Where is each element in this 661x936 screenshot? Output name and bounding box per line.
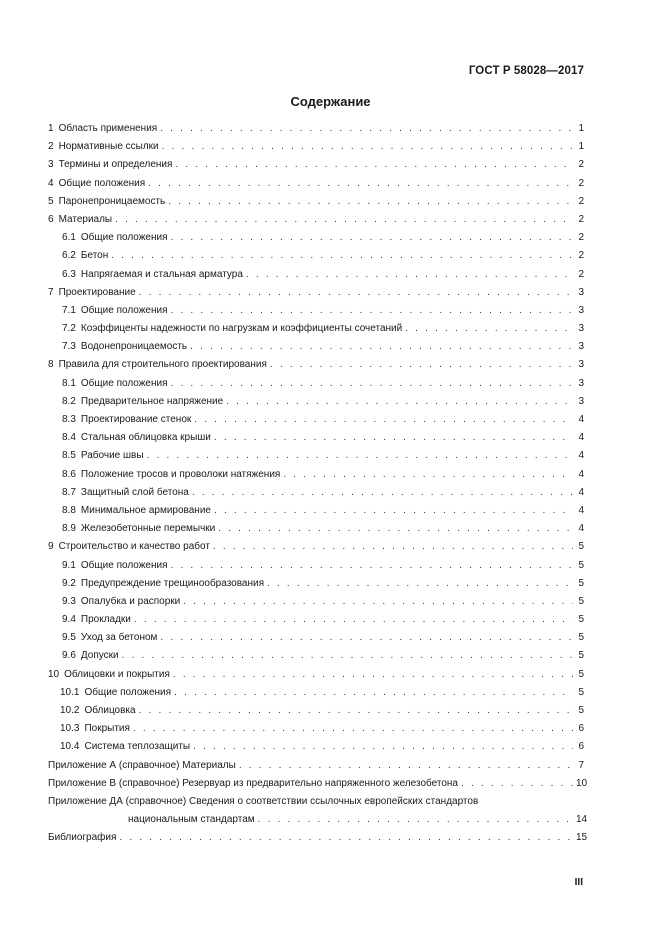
toc-entry[interactable] [48, 393, 584, 411]
toc-title: Содержание [290, 94, 371, 109]
toc-leader-dots [168, 193, 573, 211]
toc-leader-dots [190, 338, 573, 356]
toc-entry-page: 5 [578, 705, 584, 716]
toc-leader-dots [214, 502, 573, 520]
toc-entry[interactable] [48, 247, 584, 265]
toc-entry-text: Система теплозащиты [84, 741, 191, 753]
toc-entry-number: 5 [48, 195, 54, 207]
toc-entry-text: Общие положения [84, 686, 172, 698]
toc-leader-dots [162, 138, 573, 156]
toc-leader-dots [148, 175, 573, 193]
toc-leader-dots [160, 629, 573, 647]
toc-entry-page: 4 [578, 504, 584, 516]
toc-entry-text: Паронепроницаемость [58, 195, 166, 207]
toc-entry-number: 9 [48, 541, 54, 553]
toc-entry-page: 5 [578, 559, 584, 571]
toc-entry-text: Приложение В (справочное) Резервуар из предварительно напряженного железобетона [48, 777, 458, 789]
toc-entry-number: 8.5 [62, 450, 76, 462]
toc-leader-dots [213, 538, 573, 556]
toc-entry-page: 14 [576, 814, 588, 826]
toc-entry-page: 4 [578, 468, 584, 480]
toc-entry-text: Предварительное напряжение [80, 395, 224, 407]
toc-entry-number: 1 [48, 123, 54, 134]
toc-entry-text: Напрягаемая и стальная арматура [80, 268, 243, 280]
toc-entry-text: Правила для строительного проектирования [58, 359, 267, 371]
toc-entry-text: Бетон [80, 250, 109, 262]
toc-entry-page: 4 [578, 432, 584, 444]
toc-entry-number: 9.2 [62, 577, 76, 589]
toc-entry-text: Минимальное армирование [80, 504, 211, 516]
toc-entry-page: 7 [578, 759, 584, 771]
toc-entry-text: Коэффиценты надежности по нагрузкам и коэффициенты сочетаний [80, 323, 403, 335]
toc-entry[interactable] [48, 193, 584, 211]
toc-entry[interactable] [48, 175, 584, 193]
toc-entry-text: Рабочие швы [80, 450, 144, 462]
toc-leader-dots [122, 647, 573, 665]
toc-leader-dots [283, 466, 573, 484]
toc-entry-text: Защитный слой бетона [80, 486, 189, 498]
toc-entry-text: Облицовки и покрытия [64, 668, 170, 680]
toc-leader-dots [193, 738, 573, 756]
toc-entry-page: 2 [578, 232, 584, 244]
toc-entry-appendix-da-cont[interactable] [48, 811, 588, 829]
toc-entry-page: 4 [578, 414, 584, 425]
toc-leader-dots [119, 829, 573, 847]
toc-entry-number: 6 [48, 213, 54, 225]
toc-entry-number: 6.1 [62, 232, 76, 244]
toc-entry-number: 10.3 [60, 723, 80, 735]
toc-entry-number: 8.3 [62, 414, 76, 425]
toc-entry-page: 3 [578, 341, 584, 353]
toc-entry-number: 9.3 [62, 595, 76, 607]
toc-entry-number: 10.4 [60, 741, 80, 753]
toc-entry[interactable] [48, 484, 584, 502]
toc-entry-page: 3 [578, 395, 584, 407]
toc-entry-page: 5 [578, 650, 584, 662]
toc-entry-number: 8.7 [62, 486, 76, 498]
toc-entry-text: Термины и определения [58, 159, 173, 171]
toc-entry[interactable] [48, 520, 584, 538]
toc-entry-number: 9.1 [62, 559, 76, 571]
toc-leader-dots [192, 484, 573, 502]
toc-entry-text: Приложение А (справочное) Материалы [48, 759, 236, 771]
toc-entry-page: 6 [578, 741, 584, 753]
toc-entry-number: 9.5 [62, 632, 76, 644]
toc-entry-page: 4 [578, 486, 584, 498]
document-code: ГОСТ Р 58028—2017 [468, 65, 584, 77]
toc-entry-number: 8.1 [62, 377, 76, 389]
toc-entry-text: Общие положения [58, 177, 146, 189]
toc-entry[interactable] [48, 466, 584, 484]
toc-entry-text: Покрытия [84, 723, 130, 735]
toc-entry-text: Нормативные ссылки [58, 141, 159, 153]
toc-entry-page: 1 [578, 123, 584, 134]
toc-leader-dots [173, 666, 573, 684]
toc-leader-dots [171, 302, 574, 320]
toc-entry-page: 15 [576, 832, 588, 844]
toc-entry[interactable] [48, 338, 584, 356]
toc-entry[interactable] [48, 411, 584, 429]
toc-leader-dots [239, 757, 573, 775]
toc-entry-text: Водонепроницаемость [80, 341, 188, 353]
toc-entry-text: национальным стандартам [128, 814, 255, 826]
toc-entry[interactable] [48, 575, 584, 593]
toc-entry-text: Прокладки [80, 614, 131, 626]
toc-entry[interactable] [48, 320, 584, 338]
toc-entry-text: Проектирование стенок [80, 414, 192, 425]
toc-leader-dots [246, 266, 573, 284]
toc-entry-text: Предупреждение трещинообразования [80, 577, 265, 589]
toc-entry-page: 5 [578, 541, 584, 553]
toc-entry-text: Стальная облицовка крыши [80, 432, 211, 444]
toc-entry-page: 3 [578, 359, 584, 371]
toc-leader-dots [214, 429, 573, 447]
toc-entry-page: 6 [578, 723, 584, 735]
toc-leader-dots [139, 702, 573, 720]
toc-entry-text: Железобетонные перемычки [80, 523, 216, 535]
toc-leader-dots [183, 593, 573, 611]
toc-entry[interactable] [48, 557, 584, 575]
toc-entry-page: 5 [578, 595, 584, 607]
toc-entry-text: Общие положения [80, 559, 168, 571]
toc-entry-page: 5 [578, 668, 584, 680]
toc-entry[interactable] [48, 284, 584, 302]
toc-entry-page: 5 [578, 632, 584, 644]
toc-entry-number: 7.2 [62, 323, 76, 335]
toc-entry[interactable] [48, 720, 584, 738]
toc-leader-dots [133, 720, 573, 738]
toc-entry[interactable] [48, 666, 584, 684]
toc-entry[interactable] [48, 156, 584, 174]
toc-entry[interactable] [48, 120, 584, 138]
toc-entry-page: 10 [576, 777, 588, 789]
toc-leader-dots [175, 156, 573, 174]
toc-entry-text: Облицовка [84, 705, 136, 716]
toc-entry[interactable] [48, 702, 584, 720]
toc-entry[interactable] [48, 684, 584, 702]
toc-entry-text: Библиография [48, 832, 117, 844]
toc-entry-page: 3 [578, 323, 584, 335]
toc-entry-page: 1 [578, 141, 584, 153]
toc-entry-page: 3 [578, 377, 584, 389]
toc-entry-page: 5 [578, 686, 584, 698]
toc-entry-number: 2 [48, 141, 54, 153]
toc-leader-dots [147, 447, 573, 465]
toc-entry-text: Строительство и качество работ [58, 541, 210, 553]
toc-entry-text: Область применения [58, 123, 158, 134]
toc-entry-page: 2 [578, 250, 584, 262]
toc-entry[interactable] [48, 138, 584, 156]
toc-entry-text: Общие положения [80, 377, 168, 389]
toc-entry-page: 3 [578, 304, 584, 316]
toc-entry[interactable] [48, 738, 584, 756]
toc-entry[interactable] [48, 375, 584, 393]
toc-entry-number: 10 [48, 668, 60, 680]
toc-leader-dots [194, 411, 573, 429]
toc-leader-dots [111, 247, 573, 265]
toc-entry-page: 3 [578, 286, 584, 298]
toc-entry-page: 4 [578, 523, 584, 535]
toc-entry-number: 8.9 [62, 523, 76, 535]
toc-leader-dots [139, 284, 573, 302]
toc-entry-text: Материалы [58, 213, 113, 225]
table-of-contents [48, 120, 588, 848]
page-number: III [574, 877, 583, 888]
toc-entry-page: 2 [578, 195, 584, 207]
toc-entry-number: 8.2 [62, 395, 76, 407]
toc-leader-dots [267, 575, 573, 593]
toc-entry[interactable] [48, 302, 584, 320]
toc-entry-text: Положение тросов и проволоки натяжения [80, 468, 281, 480]
toc-entry-number: 6.2 [62, 250, 76, 262]
toc-entry-number: 7 [48, 286, 54, 298]
toc-entry[interactable] [48, 502, 584, 520]
toc-entry-number: 10.1 [60, 686, 80, 698]
toc-entry-text: Проектирование [58, 286, 136, 298]
toc-entry-text: Общие положения [80, 304, 168, 316]
toc-entry-number: 7.3 [62, 341, 76, 353]
toc-entry-number: 8.8 [62, 504, 76, 516]
toc-entry[interactable] [48, 211, 584, 229]
toc-entry-number: 8.4 [62, 432, 76, 444]
toc-entry-page: 2 [578, 159, 584, 171]
toc-leader-dots [270, 356, 573, 374]
toc-entry-text: Общие положения [80, 232, 168, 244]
toc-leader-dots [171, 557, 574, 575]
toc-entry-number: 6.3 [62, 268, 76, 280]
toc-leader-dots [258, 811, 573, 829]
toc-entry-page: 2 [578, 213, 584, 225]
toc-leader-dots [171, 375, 574, 393]
toc-entry-text: Приложение ДА (справочное) Сведения о соответствии ссылочных европейских стандартов [48, 795, 479, 807]
toc-leader-dots [226, 393, 573, 411]
toc-leader-dots [461, 775, 573, 793]
toc-entry-text: Опалубка и распорки [80, 595, 181, 607]
toc-entry-page: 2 [578, 177, 584, 189]
toc-entry-page: 4 [578, 450, 584, 462]
toc-entry[interactable] [48, 266, 584, 284]
toc-entry-number: 4 [48, 177, 54, 189]
toc-entry-number: 3 [48, 159, 54, 171]
toc-entry[interactable] [48, 356, 584, 374]
toc-leader-dots [160, 120, 573, 138]
toc-entry-number: 8.6 [62, 468, 76, 480]
toc-entry-text: Уход за бетоном [80, 632, 158, 644]
toc-leader-dots [405, 320, 573, 338]
toc-leader-dots [134, 611, 573, 629]
toc-entry-number: 7.1 [62, 304, 76, 316]
toc-entry-number: 10.2 [60, 705, 80, 716]
toc-entry[interactable] [48, 775, 588, 793]
toc-entry-number: 9.6 [62, 650, 76, 662]
toc-leader-dots [115, 211, 573, 229]
toc-entry-page: 2 [578, 268, 584, 280]
toc-leader-dots [171, 229, 574, 247]
toc-entry[interactable] [48, 647, 584, 665]
toc-entry[interactable] [48, 538, 584, 556]
toc-entry-page: 5 [578, 614, 584, 626]
toc-entry[interactable] [48, 593, 584, 611]
toc-entry-number: 9.4 [62, 614, 76, 626]
toc-entry[interactable] [48, 429, 584, 447]
toc-entry-page: 5 [578, 577, 584, 589]
toc-entry-bibliography[interactable] [48, 829, 588, 847]
toc-entry-number: 8 [48, 359, 54, 371]
toc-entry[interactable] [48, 629, 584, 647]
toc-leader-dots [174, 684, 573, 702]
toc-entry[interactable] [48, 447, 584, 465]
toc-entry-appendix-da[interactable] [48, 793, 584, 811]
toc-entry[interactable] [48, 229, 584, 247]
toc-entry[interactable] [48, 611, 584, 629]
toc-entry-text: Допуски [80, 650, 119, 662]
toc-leader-dots [218, 520, 573, 538]
toc-entry[interactable] [48, 757, 584, 775]
